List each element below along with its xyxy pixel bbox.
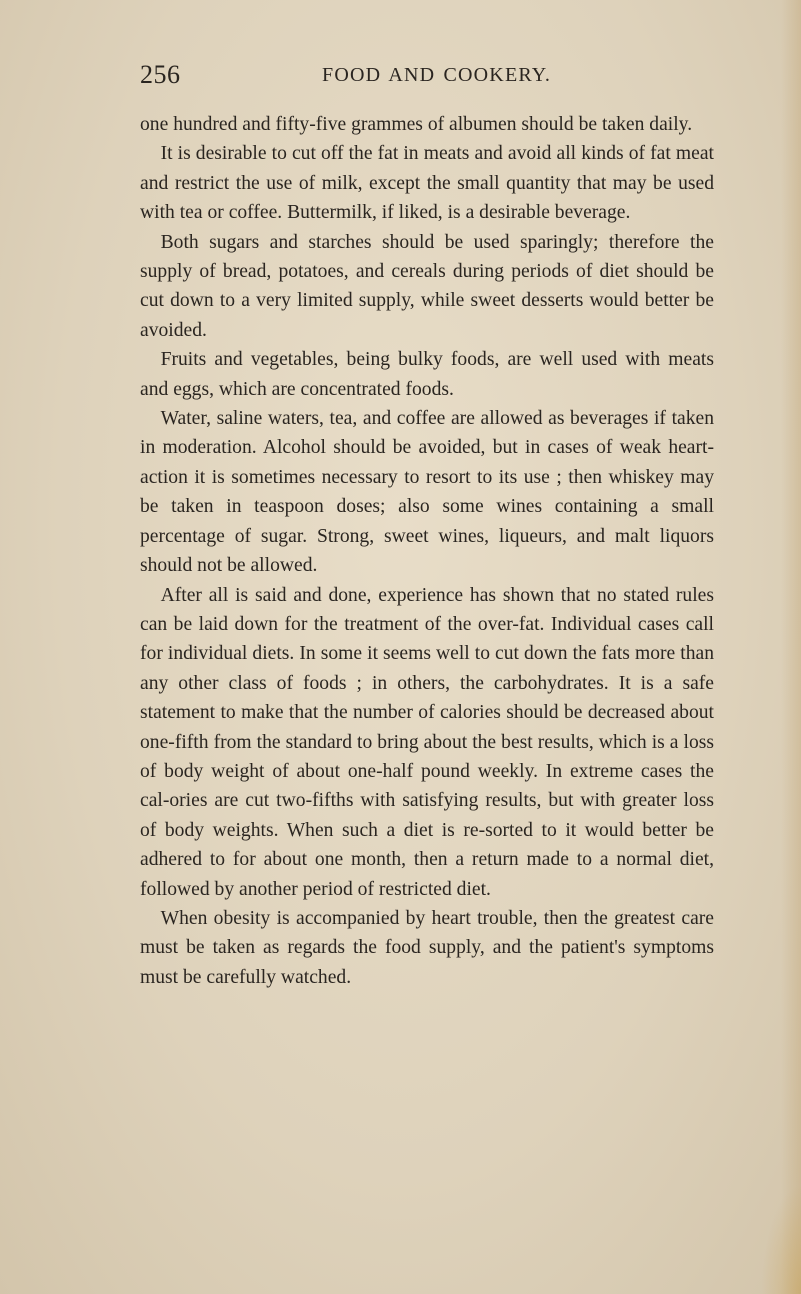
paragraph-sugars-starches: Both sugars and starches should be used sparingly; therefore the supply of bread, potatoes, and cereals during periods of diet should be cut down to a very limited supply, while sweet desserts would better be avoided.: [140, 231, 714, 341]
paragraph-experience: After all is said and done, experience has shown that no stated rules can be laid down for the treatment of the over-fat. Individual cases call for individual diets. In some it seems well to cut down the fats more than any other class of foods ; in others, the carbohydrates. It is a safe statement to make that the number of calories should be decreased about one-fifth from the standard to bring about the best results, which is a loss of body weight of about one-half pound weekly. In extreme cases the cal-ories are cut two-fifths with satisfying results, but with greater loss of body weights. When such a diet is re-sorted to it would better be adhered to for about one month, then a return made to a normal diet, followed by another period of restricted diet.: [140, 584, 714, 900]
paragraph-continued: one hundred and fifty-five grammes of albumen should be taken daily.: [140, 114, 693, 135]
page-corner-stain: [761, 1184, 801, 1294]
paragraph-fruits-vegetables: Fruits and vegetables, being bulky foods, are well used with meats and eggs, which are concentrated foods.: [140, 349, 714, 400]
page-header: [140, 60, 740, 92]
paragraph-fat-and-milk: It is desirable to cut off the fat in meats and avoid all kinds of fat meat and restrict the use of milk, except the small quantity that may be used with tea or coffee. Buttermilk, if liked, is a desirable beverage.: [140, 143, 714, 224]
paragraph-beverages: Water, saline waters, tea, and coffee are allowed as beverages if taken in moderation. Alcohol should be avoided, but in cases of weak heart-action it is sometimes necessary to resort to its use ; then whiskey may be taken in teaspoon doses; also some wines containing a small percentage of sugar. Strong, sweet wines, liqueurs, and malt liquors should not be allowed.: [140, 408, 714, 577]
page-edge-stain: [781, 0, 801, 1294]
body-text: [140, 110, 714, 992]
paragraph-heart-trouble: When obesity is accompanied by heart trouble, then the greatest care must be taken as regards the food supply, and the patient's symptoms must be carefully watched.: [140, 907, 714, 988]
running-title: FOOD AND COOKERY.: [322, 64, 552, 86]
page-number: 256: [140, 60, 181, 89]
